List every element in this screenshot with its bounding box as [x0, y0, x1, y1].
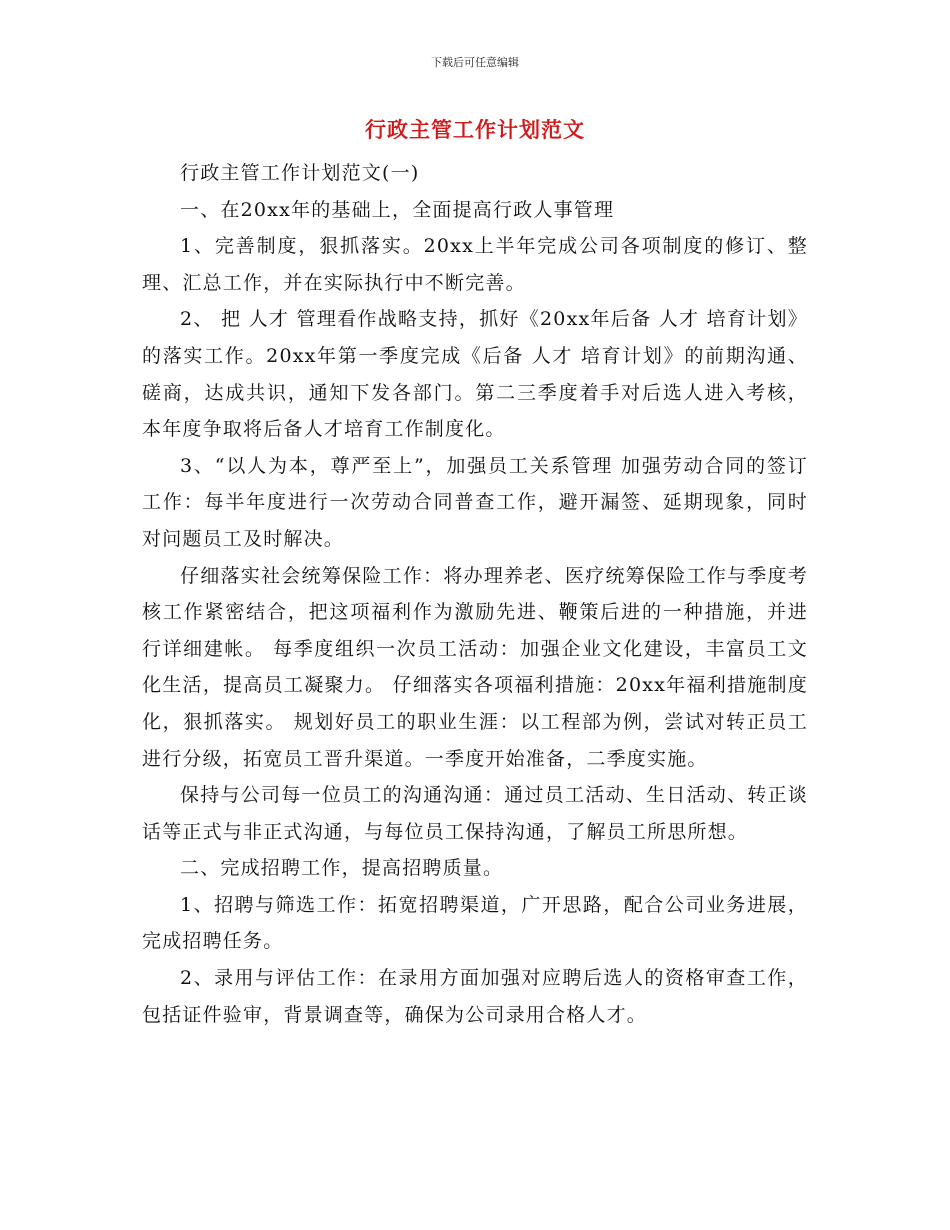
- paragraph-item-1: 1、完善制度，狠抓落实。20xx上半年完成公司各项制度的修订、整理、汇总工作，并在实际执行中不断完善。: [142, 235, 808, 294]
- paragraph-welfare: 仔细落实社会统筹保险工作：将办理养老、医疗统筹保险工作与季度考核工作紧密结合，把这项福利作为激励先进、鞭策后进的一种措施，并进行详细建帐。 每季度组织一次员工活动：加强企业文化建设，丰富员工文化生活，提高员工凝聚力。 仔细落实各项福利措施：20xx年福利措施制度化，狠抓落实。 规划好员工的职业生涯：以工程部为例，尝试对转正员工进行分级，拓宽员工晋升渠道。一季度开始准备，二季度实施。: [142, 564, 808, 770]
- paragraph-item-2: 2、 把 人才 管理看作战略支持，抓好《20xx年后备 人才 培育计划》的落实工作。20xx年第一季度完成《后备 人才 培育计划》的前期沟通、磋商，达成共识，通知下发各部门。第二三季度着手对后选人进入考核，本年度争取将后备人才培育工作制度化。: [142, 308, 808, 441]
- paragraph-communication: 保持与公司每一位员工的沟通沟通：通过员工活动、生日活动、转正谈话等正式与非正式沟通，与每位员工保持沟通，了解员工所思所想。: [142, 784, 808, 843]
- paragraph-section-2-heading: 二、完成招聘工作，提高招聘质量。: [180, 857, 504, 880]
- paragraph-section-1-heading: 一、在20xx年的基础上，全面提高行政人事管理: [180, 198, 615, 221]
- document-body: [142, 155, 808, 1033]
- document-title: 行政主管工作计划范文: [365, 118, 585, 142]
- paragraph-subtitle: 行政主管工作计划范文(一): [180, 162, 420, 184]
- paragraph-recruit-1: 1、招聘与筛选工作：拓宽招聘渠道，广开思路，配合公司业务进展，完成招聘任务。: [142, 893, 808, 953]
- paragraph-recruit-2: 2、录用与评估工作：在录用方面加强对应聘后选人的资格审查工作，包括证件验审，背景调查等，确保为公司录用合格人才。: [142, 967, 808, 1026]
- header-note: 下载后可任意编辑: [431, 56, 519, 69]
- paragraph-item-3: 3、“以人为本，尊严至上”，加强员工关系管理 加强劳动合同的签订工作：每半年度进行一次劳动合同普查工作，避开漏签、延期现象，同时对问题员工及时解决。: [142, 454, 808, 550]
